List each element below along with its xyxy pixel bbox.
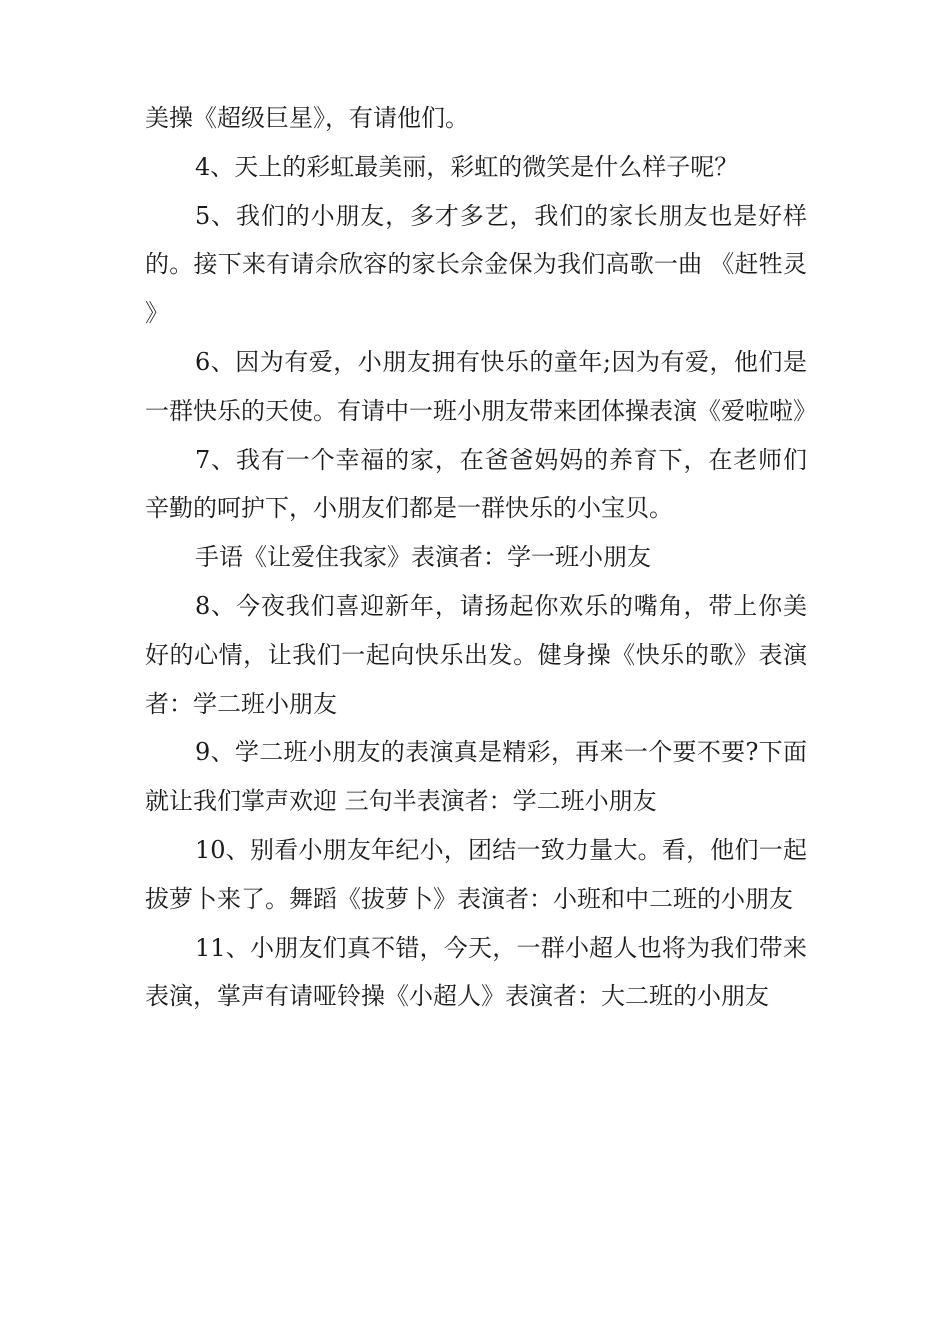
paragraph-item-9: 9、学二班小朋友的表演真是精彩，再来一个要不要?下面就让我们掌声欢迎 三句半表演者：学二班小朋友: [145, 738, 807, 816]
paragraph-sign-language: 手语《让爱住我家》表演者：学一班小朋友: [195, 543, 651, 572]
paragraph-item-8: 8、今夜我们喜迎新年，请扬起你欢乐的嘴角，带上你美好的心情，让我们一起向快乐出发。健身操《快乐的歌》表演者：学二班小朋友: [145, 591, 807, 718]
paragraph-item-10: 10、别看小朋友年纪小，团结一致力量大。看，他们一起拔萝卜来了。舞蹈《拔萝卜》表演者：小班和中二班的小朋友: [145, 835, 807, 913]
paragraph-item-11: 11、小朋友们真不错，今天，一群小超人也将为我们带来表演，掌声有请哑铃操《小超人》表演者：大二班的小朋友: [145, 933, 807, 1011]
paragraph-item-7: 7、我有一个幸福的家，在爸爸妈妈的养育下，在老师们辛勤的呵护下，小朋友们都是一群快乐的小宝贝。: [145, 445, 807, 523]
paragraph-item-5: 5、我们的小朋友，多才多艺，我们的家长朋友也是好样的。接下来有请佘欣容的家长佘金保为我们高歌一曲 《赶牲灵》: [145, 201, 807, 328]
document-body: [145, 94, 817, 1021]
paragraph-item-4: 4、天上的彩虹最美丽，彩虹的微笑是什么样子呢？: [195, 152, 739, 181]
paragraph-item-6: 6、因为有爱，小朋友拥有快乐的童年;因为有爱，他们是一群快乐的天使。有请中一班小朋友带来团体操表演《爱啦啦》: [145, 347, 817, 425]
paragraph-continuation: 美操《超级巨星》，有请他们。: [145, 104, 469, 132]
